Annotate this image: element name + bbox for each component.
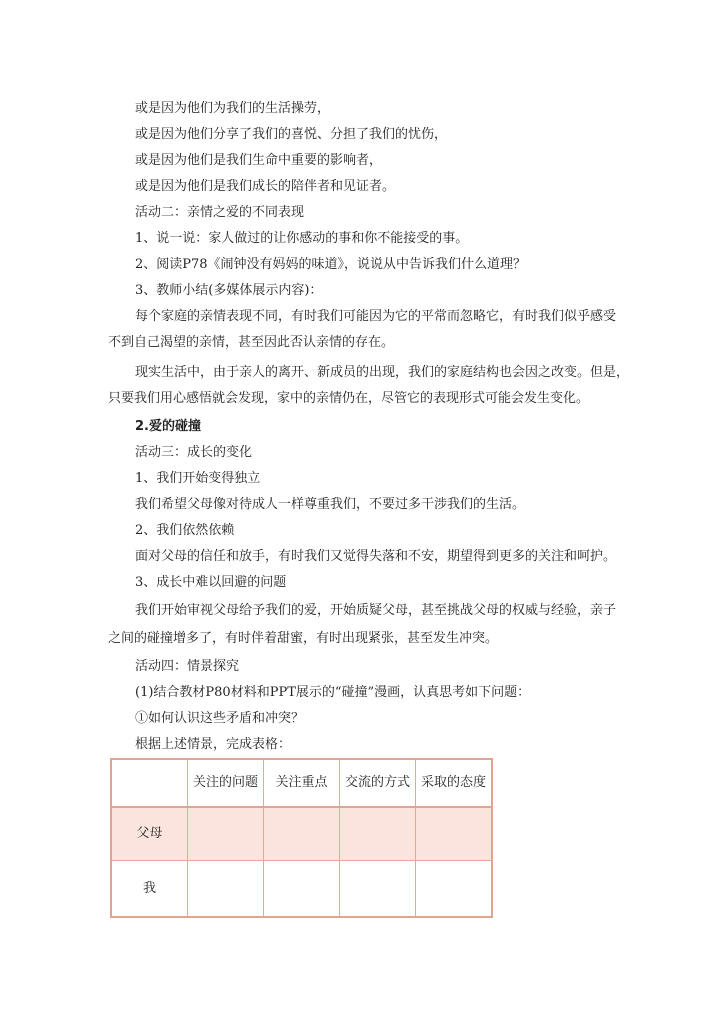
row-label: 我 xyxy=(111,861,188,918)
activity-heading: 活动三：成长的变化 xyxy=(135,445,253,460)
table-cell xyxy=(340,861,416,918)
text-line: 3、成长中难以回避的问题 xyxy=(135,575,287,590)
row-label: 父母 xyxy=(111,807,188,861)
text-line: 3、教师小结(多媒体展示内容)： xyxy=(135,283,323,298)
activity-heading: 活动四：情景探究 xyxy=(135,659,240,674)
text-line: 或是因为他们是我们成长的陪伴者和见证者。 xyxy=(135,179,396,194)
table-cell xyxy=(264,861,340,918)
section-heading: 2.爱的碰撞 xyxy=(135,419,201,434)
table-header-cell: 关注重点 xyxy=(264,759,340,807)
table-cell xyxy=(188,807,264,861)
table-cell xyxy=(340,807,416,861)
paragraph-line: 不到自己渴望的亲情，甚至因此否认亲情的存在。 xyxy=(108,335,395,350)
paragraph-line: 现实生活中，由于亲人的离开、新成员的出现，我们的家庭结构也会因之改变。但是， xyxy=(135,365,630,380)
text-line: 2、我们依然依赖 xyxy=(135,523,235,538)
text-line: ①如何认识这些矛盾和冲突？ xyxy=(135,711,305,726)
table-header-row xyxy=(111,759,492,807)
text-line: 我们希望父母像对待成人一样尊重我们，不要过多干涉我们的生活。 xyxy=(135,497,526,512)
text-line: 1、我们开始变得独立 xyxy=(135,471,261,486)
text-line: 或是因为他们分享了我们的喜悦、分担了我们的忧伤， xyxy=(135,127,448,142)
text-line: 面对父母的信任和放手，有时我们又觉得失落和不安，期望得到更多的关注和呵护。 xyxy=(135,549,617,564)
text-line: 根据上述情景，完成表格： xyxy=(135,737,292,752)
paragraph-line: 只要我们用心感悟就会发现，家中的亲情仍在，尽管它的表现形式可能会发生变化。 xyxy=(108,391,590,406)
text-line: 或是因为他们是我们生命中重要的影响者， xyxy=(135,153,383,168)
table-row xyxy=(111,807,492,861)
activity-heading: 活动二：亲情之爱的不同表现 xyxy=(135,205,305,220)
text-line: 1、说一说：家人做过的让你感动的事和你不能接受的事。 xyxy=(135,231,469,246)
table-header-cell: 采取的态度 xyxy=(416,759,493,807)
table-cell xyxy=(416,861,493,918)
comparison-table xyxy=(110,758,493,918)
text-line: (1)结合教材P80材料和PPT展示的“碰撞”漫画，认真思考如下问题： xyxy=(135,685,531,700)
table-cell xyxy=(264,807,340,861)
text-line: 或是因为他们为我们的生活操劳， xyxy=(135,101,331,116)
table-cell xyxy=(188,861,264,918)
table-row xyxy=(111,861,492,918)
table-header-cell: 交流的方式 xyxy=(340,759,416,807)
paragraph-line: 之间的碰撞增多了，有时伴着甜蜜，有时出现紧张，甚至发生冲突。 xyxy=(108,631,499,646)
text-line: 2、阅读P78《闹钟没有妈妈的味道》，说说从中告诉我们什么道理？ xyxy=(135,257,527,272)
table-cell xyxy=(416,807,493,861)
table-header-cell: 关注的问题 xyxy=(188,759,264,807)
table-header-cell xyxy=(111,759,188,807)
paragraph-line: 每个家庭的亲情表现不同，有时我们可能因为它的平常而忽略它，有时我们似乎感受 xyxy=(135,309,617,324)
paragraph-line: 我们开始审视父母给予我们的爱，开始质疑父母，甚至挑战父母的权威与经验，亲子 xyxy=(135,603,617,618)
